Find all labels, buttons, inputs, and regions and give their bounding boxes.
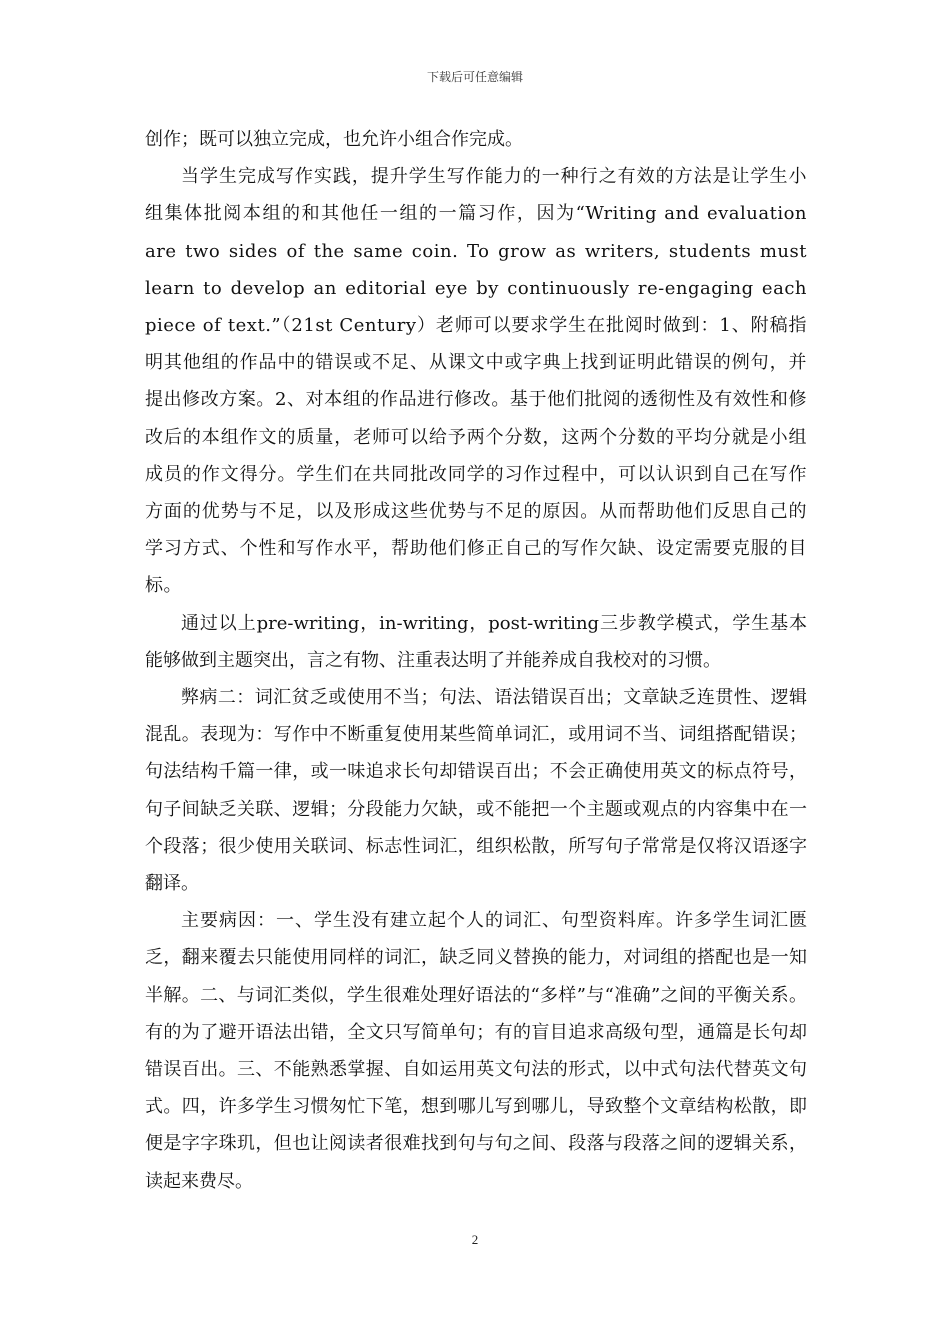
paragraph-three-step-model: 通过以上pre-writing，in-writing，post-writing三步教学模式，学生基本能够做到主题突出，言之有物、注重表达明了并能养成自我校对的习惯。 <box>145 612 807 671</box>
document-body <box>145 121 807 1200</box>
paragraph-peer-review: 当学生完成写作实践，提升学生写作能力的一种行之有效的方法是让学生小组集体批阅本组的和其他任一组的一篇习作，因为“Writing and evaluation are two sides of the same coin. To grow as writers, students must learn to develop an editorial eye by continuously re-engaging each piece of text.”（21st Century）老师可以要求学生在批阅时做到：1、附稿指明其他组的作品中的错误或不足、从课文中或字典上找到证明此错误的例句，并提出修改方案。2、对本组的作品进行修改。基于他们批阅的透彻性及有效性和修改后的本组作文的质量，老师可以给予两个分数，这两个分数的平均分就是小组成员的作文得分。学生们在共同批改同学的习作过程中，可以认识到自己在写作方面的优势与不足，以及形成这些优势与不足的原因。从而帮助他们反思自己的学习方式、个性和写作水平，帮助他们修正自己的写作欠缺、设定需要克服的目标。 <box>145 166 807 597</box>
page-header: 下载后可任意编辑 <box>426 70 523 84</box>
page-number: 2 <box>471 1232 479 1247</box>
paragraph-continuation: 创作；既可以独立完成，也允许小组合作完成。 <box>145 129 523 150</box>
paragraph-problem-two: 弊病二：词汇贫乏或使用不当；句法、语法错误百出；文章缺乏连贯性、逻辑混乱。表现为：写作中不断重复使用某些简单词汇，或用词不当、词组搭配错误；句法结构千篇一律，或一味追求长句却错误百出；不会正确使用英文的标点符号，句子间缺乏关联、逻辑；分段能力欠缺，或不能把一个主题或观点的内容集中在一个段落；很少使用关联词、标志性词汇，组织松散，所写句子常常是仅将汉语逐字翻译。 <box>145 687 807 895</box>
paragraph-main-causes: 主要病因：一、学生没有建立起个人的词汇、句型资料库。许多学生词汇匮乏，翻来覆去只能使用同样的词汇，缺乏同义替换的能力，对词组的搭配也是一知半解。二、与词汇类似，学生很难处理好语法的“多样”与“准确”之间的平衡关系。有的为了避开语法出错，全文只写简单句；有的盲目追求高级句型，通篇是长句却错误百出。三、不能熟悉掌握、自如运用英文句法的形式，以中式句法代替英文句式。四，许多学生习惯匆忙下笔，想到哪儿写到哪儿，导致整个文章结构松散，即便是字字珠玑，但也让阅读者很难找到句与句之间、段落与段落之间的逻辑关系，读起来费尽。 <box>145 910 807 1192</box>
